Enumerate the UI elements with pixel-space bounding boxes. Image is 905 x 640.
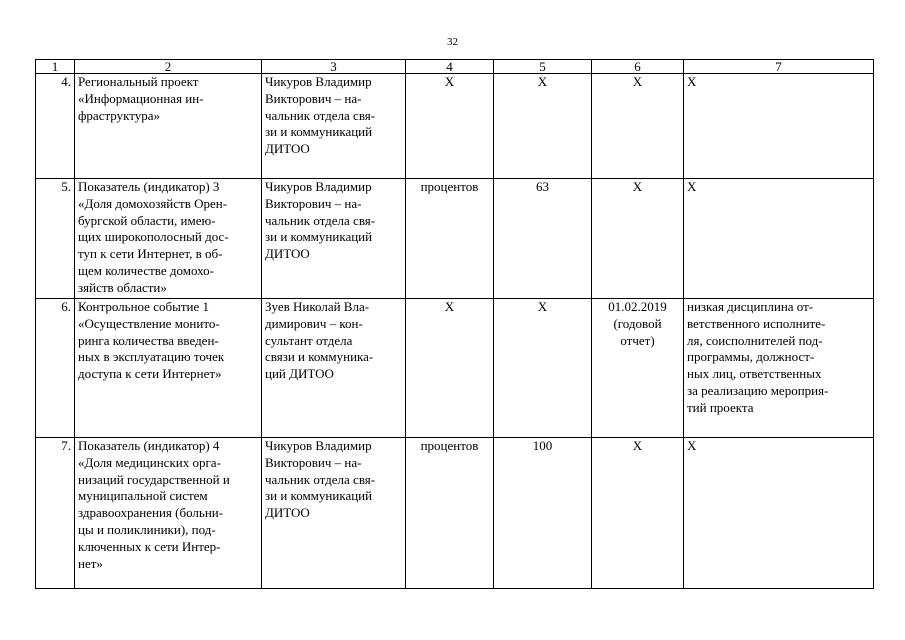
cell-text-line: зи и коммуникаций [265, 229, 373, 245]
cell-text-line: за реализацию мероприя- [687, 382, 829, 398]
unit-cell [406, 299, 494, 438]
row-number-cell: 6. [36, 299, 75, 438]
risk-cell [684, 438, 874, 589]
cell-text-line: туп к сети Интернет, в об- [78, 246, 223, 262]
header-cell: 5 [494, 60, 592, 74]
cell-text-line: ДИТОО [265, 246, 310, 262]
cell-text-line: «Информационная ин- [78, 90, 204, 106]
date-cell [592, 179, 684, 299]
cell-text-line: «Доля домохозяйств Орен- [78, 195, 228, 211]
cell-text-line: ных в эксплуатацию точек [78, 349, 225, 365]
cell-text-line: ДИТОО [265, 141, 310, 157]
responsible-person-cell [262, 74, 406, 179]
cell-text-line: Зуев Николай Вла- [265, 299, 370, 314]
cell-text-line: Чикуров Владимир [265, 179, 372, 194]
cell-text-line: Х [537, 74, 548, 89]
value-cell [494, 299, 592, 438]
cell-text-line: Х [687, 74, 697, 89]
header-cell: 3 [262, 60, 406, 74]
cell-text-line: чальник отдела свя- [265, 107, 376, 123]
cell-text-line: фраструктура» [78, 107, 161, 123]
risk-cell [684, 179, 874, 299]
responsible-person-cell [262, 299, 406, 438]
header-cell: 4 [406, 60, 494, 74]
cell-text-line: Показатель (индикатор) 3 [78, 179, 220, 194]
cell-text-line: Х [687, 438, 697, 453]
date-cell [592, 299, 684, 438]
cell-text-line: Чикуров Владимир [265, 74, 372, 89]
cell-text-line: доступа к сети Интернет» [78, 366, 222, 382]
header-cell: 7 [684, 60, 874, 74]
header-cell: 6 [592, 60, 684, 74]
table-row [36, 299, 874, 438]
unit-cell [406, 179, 494, 299]
cell-text-line: бургской области, имею- [78, 212, 216, 228]
cell-text-line: муниципальной систем [78, 488, 208, 504]
cell-text-line: низаций государственной и [78, 471, 230, 487]
cell-text-line: зяйств области» [78, 279, 167, 295]
cell-text-line: чальник отдела свя- [265, 212, 376, 228]
cell-text-line: Х [632, 438, 643, 453]
row-number-cell: 4. [36, 74, 75, 179]
cell-text-line: Викторович – на- [265, 454, 362, 470]
cell-text-line: 63 [536, 179, 549, 194]
cell-text-line: Х [537, 299, 548, 314]
cell-text-line: Х [444, 299, 455, 314]
indicator-table [35, 59, 874, 589]
cell-text-line: связи и коммуника- [265, 349, 374, 365]
date-cell [592, 438, 684, 589]
cell-text-line: программы, должност- [687, 349, 815, 365]
cell-text-line: (годовой [613, 315, 662, 331]
cell-text-line: щих широкополосный дос- [78, 229, 229, 245]
cell-text-line: Показатель (индикатор) 4 [78, 438, 220, 453]
measure-name-cell [75, 438, 262, 589]
unit-cell [406, 74, 494, 179]
cell-text-line: ций ДИТОО [265, 366, 334, 382]
value-cell [494, 438, 592, 589]
cell-text-line: низкая дисциплина от- [687, 299, 814, 314]
cell-text-line: 01.02.2019 [608, 299, 667, 314]
cell-text-line: ДИТОО [265, 505, 310, 521]
cell-text-line: Контрольное событие 1 [78, 299, 209, 314]
value-cell [494, 179, 592, 299]
cell-text-line: 100 [532, 438, 553, 453]
cell-text-line: Х [687, 179, 697, 194]
page-number: 32 [447, 36, 458, 48]
header-cell: 1 [36, 60, 75, 74]
risk-cell [684, 299, 874, 438]
responsible-person-cell [262, 179, 406, 299]
cell-text-line: Викторович – на- [265, 90, 362, 106]
cell-text-line: здравоохранения (больни- [78, 505, 224, 521]
row-number-cell: 5. [36, 179, 75, 299]
cell-text-line: Региональный проект [78, 74, 199, 89]
risk-cell [684, 74, 874, 179]
table-row [36, 438, 874, 589]
cell-text-line: тий проекта [687, 399, 754, 415]
row-number-cell: 7. [36, 438, 75, 589]
cell-text-line: зи и коммуникаций [265, 488, 373, 504]
table-row [36, 74, 874, 179]
cell-text-line: Х [632, 179, 643, 194]
responsible-person-cell [262, 438, 406, 589]
cell-text-line: цы и поликлиники), под- [78, 521, 216, 537]
cell-text-line: ветственного исполните- [687, 315, 826, 331]
table-header-row [36, 60, 874, 74]
cell-text-line: щем количестве домохо- [78, 262, 214, 278]
table-row [36, 179, 874, 299]
cell-text-line: нет» [78, 555, 103, 571]
cell-text-line: процентов [420, 179, 479, 194]
cell-text-line: ринга количества введен- [78, 332, 219, 348]
unit-cell [406, 438, 494, 589]
date-cell [592, 74, 684, 179]
cell-text-line: ных лиц, ответственных [687, 366, 822, 382]
measure-name-cell [75, 74, 262, 179]
cell-text-line: «Доля медицинских орга- [78, 454, 221, 470]
cell-text-line: Викторович – на- [265, 195, 362, 211]
cell-text-line: чальник отдела свя- [265, 471, 376, 487]
cell-text-line: Х [632, 74, 643, 89]
cell-text-line: Х [444, 74, 455, 89]
value-cell [494, 74, 592, 179]
measure-name-cell [75, 299, 262, 438]
measure-name-cell [75, 179, 262, 299]
cell-text-line: димирович – кон- [265, 315, 363, 331]
cell-text-line: зи и коммуникаций [265, 124, 373, 140]
cell-text-line: «Осуществление монито- [78, 315, 220, 331]
cell-text-line: ля, соисполнителей под- [687, 332, 823, 348]
cell-text-line: сультант отдела [265, 332, 353, 348]
header-cell: 2 [75, 60, 262, 74]
cell-text-line: отчет) [620, 332, 655, 348]
cell-text-line: Чикуров Владимир [265, 438, 372, 453]
cell-text-line: ключенных к сети Интер- [78, 538, 221, 554]
cell-text-line: процентов [420, 438, 479, 453]
